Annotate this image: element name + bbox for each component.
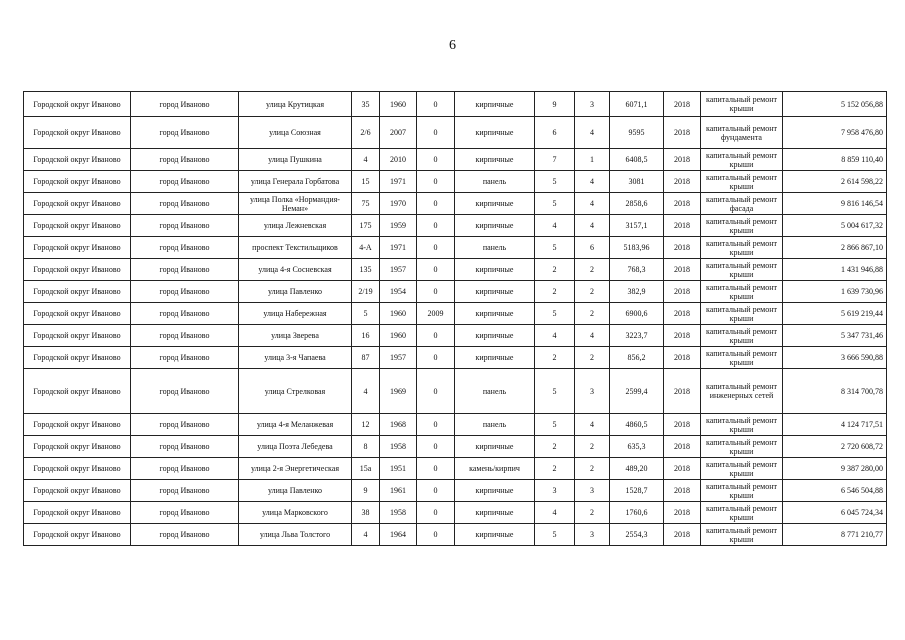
house-number-cell: 15 [352, 171, 380, 193]
floors-cell: 5 [535, 193, 575, 215]
work-type-cell: капитальный ремонт крыши [701, 436, 783, 458]
wall-material-cell: кирпичные [455, 149, 535, 171]
cost-cell: 6 546 504,88 [783, 480, 887, 502]
entrances-cell: 2 [575, 303, 610, 325]
area-cell: 4860,5 [610, 414, 664, 436]
entrances-cell: 2 [575, 502, 610, 524]
district-cell: Городской округ Иваново [24, 502, 131, 524]
build-year-cell: 1957 [380, 259, 417, 281]
build-year-cell: 1954 [380, 281, 417, 303]
floors-cell: 4 [535, 325, 575, 347]
wall-material-cell: кирпичные [455, 281, 535, 303]
city-cell: город Иваново [131, 369, 239, 414]
plan-year-cell: 2018 [664, 369, 701, 414]
overhaul-year-cell: 0 [417, 347, 455, 369]
floors-cell: 2 [535, 259, 575, 281]
district-cell: Городской округ Иваново [24, 347, 131, 369]
overhaul-year-cell: 0 [417, 117, 455, 149]
wall-material-cell: кирпичные [455, 436, 535, 458]
overhaul-year-cell: 0 [417, 281, 455, 303]
entrances-cell: 2 [575, 347, 610, 369]
entrances-cell: 4 [575, 193, 610, 215]
street-cell: улица Полка «Нормандия-Неман» [239, 193, 352, 215]
area-cell: 9595 [610, 117, 664, 149]
plan-year-cell: 2018 [664, 480, 701, 502]
area-cell: 3157,1 [610, 215, 664, 237]
area-cell: 856,2 [610, 347, 664, 369]
cost-cell: 5 152 056,88 [783, 92, 887, 117]
district-cell: Городской округ Иваново [24, 480, 131, 502]
entrances-cell: 4 [575, 325, 610, 347]
work-type-cell: капитальный ремонт крыши [701, 92, 783, 117]
house-number-cell: 8 [352, 436, 380, 458]
overhaul-year-cell: 0 [417, 325, 455, 347]
overhaul-year-cell: 0 [417, 458, 455, 480]
plan-year-cell: 2018 [664, 458, 701, 480]
wall-material-cell: кирпичные [455, 524, 535, 546]
entrances-cell: 3 [575, 524, 610, 546]
area-cell: 382,9 [610, 281, 664, 303]
floors-cell: 2 [535, 436, 575, 458]
city-cell: город Иваново [131, 458, 239, 480]
street-cell: улица Зверева [239, 325, 352, 347]
work-type-cell: капитальный ремонт крыши [701, 171, 783, 193]
district-cell: Городской округ Иваново [24, 524, 131, 546]
wall-material-cell: кирпичные [455, 92, 535, 117]
entrances-cell: 4 [575, 215, 610, 237]
house-number-cell: 9 [352, 480, 380, 502]
street-cell: улица Набережная [239, 303, 352, 325]
build-year-cell: 1970 [380, 193, 417, 215]
entrances-cell: 3 [575, 369, 610, 414]
work-type-cell: капитальный ремонт крыши [701, 502, 783, 524]
area-cell: 2858,6 [610, 193, 664, 215]
street-cell: улица Союзная [239, 117, 352, 149]
overhaul-year-cell: 0 [417, 369, 455, 414]
table-row [24, 171, 887, 193]
street-cell: улица Крутицкая [239, 92, 352, 117]
area-cell: 6900,6 [610, 303, 664, 325]
overhaul-year-cell: 0 [417, 502, 455, 524]
table-row [24, 259, 887, 281]
build-year-cell: 1968 [380, 414, 417, 436]
table-row [24, 480, 887, 502]
overhaul-year-cell: 0 [417, 259, 455, 281]
area-cell: 6071,1 [610, 92, 664, 117]
entrances-cell: 4 [575, 171, 610, 193]
page-number: 6 [449, 38, 456, 53]
house-number-cell: 4 [352, 149, 380, 171]
table-row [24, 92, 887, 117]
build-year-cell: 1951 [380, 458, 417, 480]
build-year-cell: 2007 [380, 117, 417, 149]
city-cell: город Иваново [131, 347, 239, 369]
street-cell: улица Марковского [239, 502, 352, 524]
wall-material-cell: панель [455, 414, 535, 436]
entrances-cell: 2 [575, 458, 610, 480]
house-number-cell: 4 [352, 524, 380, 546]
wall-material-cell: панель [455, 369, 535, 414]
overhaul-year-cell: 0 [417, 436, 455, 458]
floors-cell: 5 [535, 524, 575, 546]
cost-cell: 1 431 946,88 [783, 259, 887, 281]
work-type-cell: капитальный ремонт крыши [701, 480, 783, 502]
plan-year-cell: 2018 [664, 237, 701, 259]
overhaul-year-cell: 2009 [417, 303, 455, 325]
work-type-cell: капитальный ремонт крыши [701, 281, 783, 303]
floors-cell: 2 [535, 347, 575, 369]
entrances-cell: 2 [575, 259, 610, 281]
wall-material-cell: кирпичные [455, 502, 535, 524]
city-cell: город Иваново [131, 259, 239, 281]
district-cell: Городской округ Иваново [24, 117, 131, 149]
table-body [24, 92, 887, 546]
city-cell: город Иваново [131, 117, 239, 149]
cost-cell: 8 314 700,78 [783, 369, 887, 414]
area-cell: 5183,96 [610, 237, 664, 259]
build-year-cell: 1957 [380, 347, 417, 369]
table-row [24, 347, 887, 369]
city-cell: город Иваново [131, 524, 239, 546]
overhaul-year-cell: 0 [417, 171, 455, 193]
overhaul-year-cell: 0 [417, 480, 455, 502]
floors-cell: 5 [535, 303, 575, 325]
city-cell: город Иваново [131, 193, 239, 215]
house-number-cell: 135 [352, 259, 380, 281]
street-cell: улица 3-я Чапаева [239, 347, 352, 369]
work-type-cell: капитальный ремонт крыши [701, 259, 783, 281]
overhaul-year-cell: 0 [417, 237, 455, 259]
table-row [24, 303, 887, 325]
plan-year-cell: 2018 [664, 117, 701, 149]
plan-year-cell: 2018 [664, 171, 701, 193]
cost-cell: 9 816 146,54 [783, 193, 887, 215]
district-cell: Городской округ Иваново [24, 259, 131, 281]
district-cell: Городской округ Иваново [24, 193, 131, 215]
district-cell: Городской округ Иваново [24, 149, 131, 171]
house-number-cell: 12 [352, 414, 380, 436]
plan-year-cell: 2018 [664, 347, 701, 369]
plan-year-cell: 2018 [664, 281, 701, 303]
plan-year-cell: 2018 [664, 524, 701, 546]
street-cell: улица Стрелковая [239, 369, 352, 414]
wall-material-cell: кирпичные [455, 480, 535, 502]
city-cell: город Иваново [131, 480, 239, 502]
city-cell: город Иваново [131, 325, 239, 347]
plan-year-cell: 2018 [664, 502, 701, 524]
work-type-cell: капитальный ремонт крыши [701, 303, 783, 325]
city-cell: город Иваново [131, 303, 239, 325]
house-number-cell: 4-А [352, 237, 380, 259]
cost-cell: 2 614 598,22 [783, 171, 887, 193]
floors-cell: 5 [535, 171, 575, 193]
floors-cell: 7 [535, 149, 575, 171]
cost-cell: 2 720 608,72 [783, 436, 887, 458]
build-year-cell: 1971 [380, 237, 417, 259]
district-cell: Городской округ Иваново [24, 92, 131, 117]
district-cell: Городской округ Иваново [24, 171, 131, 193]
work-type-cell: капитальный ремонт крыши [701, 524, 783, 546]
floors-cell: 2 [535, 458, 575, 480]
floors-cell: 9 [535, 92, 575, 117]
house-number-cell: 4 [352, 369, 380, 414]
wall-material-cell: панель [455, 237, 535, 259]
street-cell: улица Павленко [239, 281, 352, 303]
build-year-cell: 1964 [380, 524, 417, 546]
plan-year-cell: 2018 [664, 149, 701, 171]
district-cell: Городской округ Иваново [24, 458, 131, 480]
build-year-cell: 2010 [380, 149, 417, 171]
table-row [24, 369, 887, 414]
floors-cell: 5 [535, 414, 575, 436]
district-cell: Городской округ Иваново [24, 215, 131, 237]
street-cell: улица 2-я Энергетическая [239, 458, 352, 480]
street-cell: улица Генерала Горбатова [239, 171, 352, 193]
cost-cell: 5 347 731,46 [783, 325, 887, 347]
house-number-cell: 75 [352, 193, 380, 215]
entrances-cell: 4 [575, 414, 610, 436]
table-row [24, 458, 887, 480]
work-type-cell: капитальный ремонт крыши [701, 237, 783, 259]
area-cell: 3081 [610, 171, 664, 193]
floors-cell: 4 [535, 215, 575, 237]
table-row [24, 117, 887, 149]
house-number-cell: 87 [352, 347, 380, 369]
wall-material-cell: кирпичные [455, 303, 535, 325]
city-cell: город Иваново [131, 92, 239, 117]
wall-material-cell: кирпичные [455, 325, 535, 347]
cost-cell: 5 619 219,44 [783, 303, 887, 325]
wall-material-cell: панель [455, 171, 535, 193]
house-number-cell: 16 [352, 325, 380, 347]
city-cell: город Иваново [131, 414, 239, 436]
table-row [24, 524, 887, 546]
district-cell: Городской округ Иваново [24, 281, 131, 303]
area-cell: 3223,7 [610, 325, 664, 347]
build-year-cell: 1958 [380, 502, 417, 524]
floors-cell: 3 [535, 480, 575, 502]
street-cell: улица Павленко [239, 480, 352, 502]
street-cell: улица 4-я Сосневская [239, 259, 352, 281]
house-number-cell: 2/19 [352, 281, 380, 303]
street-cell: проспект Текстильщиков [239, 237, 352, 259]
house-number-cell: 5 [352, 303, 380, 325]
build-year-cell: 1969 [380, 369, 417, 414]
area-cell: 635,3 [610, 436, 664, 458]
city-cell: город Иваново [131, 171, 239, 193]
cost-cell: 3 666 590,88 [783, 347, 887, 369]
city-cell: город Иваново [131, 502, 239, 524]
wall-material-cell: кирпичные [455, 193, 535, 215]
build-year-cell: 1959 [380, 215, 417, 237]
build-year-cell: 1960 [380, 325, 417, 347]
wall-material-cell: кирпичные [455, 347, 535, 369]
overhaul-year-cell: 0 [417, 92, 455, 117]
work-type-cell: капитальный ремонт крыши [701, 325, 783, 347]
house-number-cell: 35 [352, 92, 380, 117]
house-number-cell: 38 [352, 502, 380, 524]
overhaul-year-cell: 0 [417, 193, 455, 215]
city-cell: город Иваново [131, 237, 239, 259]
city-cell: город Иваново [131, 215, 239, 237]
cost-cell: 7 958 476,80 [783, 117, 887, 149]
wall-material-cell: кирпичные [455, 215, 535, 237]
entrances-cell: 1 [575, 149, 610, 171]
plan-year-cell: 2018 [664, 92, 701, 117]
build-year-cell: 1971 [380, 171, 417, 193]
table-row [24, 281, 887, 303]
cost-cell: 2 866 867,10 [783, 237, 887, 259]
plan-year-cell: 2018 [664, 414, 701, 436]
district-cell: Городской округ Иваново [24, 237, 131, 259]
district-cell: Городской округ Иваново [24, 325, 131, 347]
table-row [24, 414, 887, 436]
table-row [24, 149, 887, 171]
cost-cell: 4 124 717,51 [783, 414, 887, 436]
work-type-cell: капитальный ремонт крыши [701, 347, 783, 369]
table-row [24, 436, 887, 458]
build-year-cell: 1961 [380, 480, 417, 502]
street-cell: улица Пушкина [239, 149, 352, 171]
table-row [24, 237, 887, 259]
wall-material-cell: кирпичные [455, 117, 535, 149]
floors-cell: 5 [535, 369, 575, 414]
district-cell: Городской округ Иваново [24, 436, 131, 458]
wall-material-cell: кирпичные [455, 259, 535, 281]
area-cell: 2599,4 [610, 369, 664, 414]
area-cell: 6408,5 [610, 149, 664, 171]
district-cell: Городской округ Иваново [24, 414, 131, 436]
overhaul-year-cell: 0 [417, 524, 455, 546]
table-row [24, 325, 887, 347]
cost-cell: 1 639 730,96 [783, 281, 887, 303]
floors-cell: 6 [535, 117, 575, 149]
build-year-cell: 1960 [380, 303, 417, 325]
entrances-cell: 6 [575, 237, 610, 259]
entrances-cell: 4 [575, 117, 610, 149]
table-row [24, 193, 887, 215]
work-type-cell: капитальный ремонт крыши [701, 215, 783, 237]
street-cell: улица Льва Толстого [239, 524, 352, 546]
entrances-cell: 3 [575, 480, 610, 502]
cost-cell: 8 771 210,77 [783, 524, 887, 546]
floors-cell: 5 [535, 237, 575, 259]
work-type-cell: капитальный ремонт крыши [701, 414, 783, 436]
cost-cell: 9 387 280,00 [783, 458, 887, 480]
district-cell: Городской округ Иваново [24, 369, 131, 414]
street-cell: улица 4-я Меланжевая [239, 414, 352, 436]
plan-year-cell: 2018 [664, 259, 701, 281]
plan-year-cell: 2018 [664, 325, 701, 347]
plan-year-cell: 2018 [664, 215, 701, 237]
house-number-cell: 2/6 [352, 117, 380, 149]
build-year-cell: 1958 [380, 436, 417, 458]
work-type-cell: капитальный ремонт инженерных сетей [701, 369, 783, 414]
cost-cell: 8 859 110,40 [783, 149, 887, 171]
overhaul-year-cell: 0 [417, 414, 455, 436]
city-cell: город Иваново [131, 149, 239, 171]
area-cell: 489,20 [610, 458, 664, 480]
plan-year-cell: 2018 [664, 193, 701, 215]
district-cell: Городской округ Иваново [24, 303, 131, 325]
work-type-cell: капитальный ремонт фундамента [701, 117, 783, 149]
overhaul-year-cell: 0 [417, 149, 455, 171]
area-cell: 2554,3 [610, 524, 664, 546]
build-year-cell: 1960 [380, 92, 417, 117]
area-cell: 1528,7 [610, 480, 664, 502]
city-cell: город Иваново [131, 281, 239, 303]
area-cell: 1760,6 [610, 502, 664, 524]
plan-year-cell: 2018 [664, 436, 701, 458]
work-type-cell: капитальный ремонт фасада [701, 193, 783, 215]
work-type-cell: капитальный ремонт крыши [701, 149, 783, 171]
house-number-cell: 175 [352, 215, 380, 237]
area-cell: 768,3 [610, 259, 664, 281]
street-cell: улица Поэта Лебедева [239, 436, 352, 458]
entrances-cell: 2 [575, 436, 610, 458]
work-type-cell: капитальный ремонт крыши [701, 458, 783, 480]
street-cell: улица Лежневская [239, 215, 352, 237]
house-number-cell: 15а [352, 458, 380, 480]
entrances-cell: 3 [575, 92, 610, 117]
table-row [24, 215, 887, 237]
plan-year-cell: 2018 [664, 303, 701, 325]
housing-repair-table [23, 91, 887, 546]
floors-cell: 2 [535, 281, 575, 303]
cost-cell: 5 004 617,32 [783, 215, 887, 237]
table-row [24, 502, 887, 524]
wall-material-cell: камень/кирпич [455, 458, 535, 480]
cost-cell: 6 045 724,34 [783, 502, 887, 524]
entrances-cell: 2 [575, 281, 610, 303]
floors-cell: 4 [535, 502, 575, 524]
city-cell: город Иваново [131, 436, 239, 458]
overhaul-year-cell: 0 [417, 215, 455, 237]
